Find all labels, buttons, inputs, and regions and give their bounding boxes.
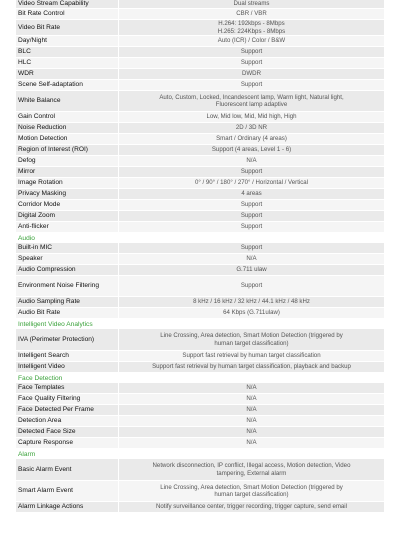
spec-label: Digital Zoom	[16, 211, 119, 221]
spec-value	[119, 405, 384, 415]
spec-row	[16, 0, 384, 9]
spec-row	[16, 351, 384, 362]
spec-value	[119, 123, 384, 133]
spec-row	[16, 47, 384, 58]
spec-value	[119, 20, 384, 35]
spec-value	[119, 416, 384, 426]
spec-label: Privacy Masking	[16, 189, 119, 199]
spec-value	[119, 69, 384, 79]
section-heading: Intelligent Video Analytics	[16, 319, 384, 329]
spec-value-line: Support	[240, 244, 263, 252]
spec-label: Image Rotation	[16, 178, 119, 188]
spec-row	[16, 329, 384, 351]
spec-value	[119, 156, 384, 166]
spec-label: Smart Alarm Event	[16, 481, 119, 501]
spec-row	[16, 69, 384, 80]
spec-row	[16, 211, 384, 222]
spec-label: Audio Compression	[16, 265, 119, 275]
spec-label: White Balance	[16, 91, 119, 111]
spec-label: Region of Interest (ROI)	[16, 145, 119, 155]
spec-row	[16, 91, 384, 112]
spec-label: Day/Night	[16, 36, 119, 46]
spec-label: WDR	[16, 69, 119, 79]
spec-value	[119, 0, 384, 8]
spec-row	[16, 222, 384, 233]
spec-value	[119, 222, 384, 232]
spec-row	[16, 405, 384, 416]
spec-label: Mirror	[16, 167, 119, 177]
spec-value-line: Fluorescent lamp adaptive	[215, 101, 288, 108]
spec-value-line: Support	[240, 201, 263, 209]
spec-value-line: 4 areas	[241, 190, 262, 198]
spec-value-line: Support	[240, 48, 263, 56]
spec-label: Detected Face Size	[16, 427, 119, 437]
spec-value-line: CBR / VBR	[236, 10, 267, 18]
spec-value-line: 8 kHz / 16 kHz / 32 kHz / 44.1 kHz / 48 kHz	[193, 298, 310, 306]
spec-value	[119, 178, 384, 188]
spec-label: Video Stream Capability	[16, 0, 119, 8]
spec-value	[119, 265, 384, 275]
spec-value	[119, 211, 384, 221]
spec-row	[16, 145, 384, 156]
spec-row	[16, 243, 384, 254]
spec-value	[119, 145, 384, 155]
spec-value-line: DWDR	[242, 70, 261, 78]
spec-label: BLC	[16, 47, 119, 57]
spec-label: IVA (Perimeter Protection)	[16, 329, 119, 350]
spec-label: Audio Bit Rate	[16, 308, 119, 318]
spec-row	[16, 112, 384, 123]
spec-value-line: G.711 ulaw	[236, 266, 267, 274]
spec-value-line: Support	[240, 223, 263, 231]
spec-value-line: Line Crossing, Area detection, Smart Motion Detection (triggered by	[160, 483, 343, 491]
spec-table	[16, 0, 384, 513]
spec-value-line: N/A	[246, 428, 257, 436]
spec-value	[119, 189, 384, 199]
spec-value-line: human target classification)	[214, 491, 289, 498]
spec-value-line: H.264: 192kbps - 8Mbps	[218, 20, 285, 28]
spec-label: Built-in MIC	[16, 243, 119, 253]
spec-value-line: N/A	[246, 255, 257, 263]
spec-label: Capture Response	[16, 438, 119, 448]
spec-label: Face Detected Per Frame	[16, 405, 119, 415]
spec-label: Audio Sampling Rate	[16, 297, 119, 307]
spec-row	[16, 36, 384, 47]
spec-value-line: Auto, Custom, Locked, Incandescent lamp, Warm light, Natural light,	[159, 93, 344, 101]
spec-label: Gain Control	[16, 112, 119, 122]
spec-value-line: 0° / 90° / 180° / 270° / Horizontal / Vertical	[194, 179, 309, 187]
spec-row	[16, 189, 384, 200]
spec-row	[16, 362, 384, 373]
spec-value-line: H.265: 224Kbps - 8Mbps	[217, 27, 286, 35]
spec-row	[16, 481, 384, 502]
spec-label: Motion Detection	[16, 134, 119, 144]
spec-value	[119, 308, 384, 318]
spec-value	[119, 254, 384, 264]
spec-value	[119, 297, 384, 307]
spec-row	[16, 308, 384, 319]
spec-value-line: Notify surveillance center, trigger recording, trigger capture, send email	[155, 503, 348, 511]
spec-value	[119, 243, 384, 253]
spec-value	[119, 383, 384, 393]
spec-value-line: 64 Kbps (G.711ulaw)	[223, 309, 280, 317]
spec-value-line: Support	[240, 59, 263, 67]
spec-value-line: Auto (ICR) / Color / B&W	[217, 37, 286, 45]
spec-value-line: Support fast retrieval by human target classification	[182, 352, 321, 360]
spec-row	[16, 58, 384, 69]
spec-row	[16, 438, 384, 449]
spec-row	[16, 502, 384, 513]
spec-value	[119, 276, 384, 296]
spec-row	[16, 459, 384, 481]
spec-value	[119, 112, 384, 122]
spec-value-line: Line Crossing, Area detection, Smart Motion Detection (triggered by	[160, 332, 343, 340]
spec-value-line: N/A	[246, 395, 257, 403]
spec-value	[119, 427, 384, 437]
spec-row	[16, 123, 384, 134]
section-heading: Alarm	[16, 449, 384, 459]
spec-value-line: Low, Mid low, Mid, Mid high, High	[206, 113, 297, 121]
spec-label: Bit Rate Control	[16, 9, 119, 19]
spec-value-line: Network disconnection, IP conflict, Illegal access, Motion detection, Video	[152, 462, 351, 470]
spec-label: Face Quality Filtering	[16, 394, 119, 404]
spec-row	[16, 178, 384, 189]
spec-row	[16, 265, 384, 276]
spec-value-line: N/A	[246, 406, 257, 414]
spec-label: Environment Noise Filtering	[16, 276, 119, 296]
spec-value-line: Support fast retrieval by human target classification, playback and backup	[152, 363, 351, 371]
spec-label: Video Bit Rate	[16, 20, 119, 35]
spec-row	[16, 383, 384, 394]
spec-value-line: N/A	[246, 157, 257, 165]
spec-row	[16, 156, 384, 167]
spec-value-line: Support (4 areas, Level 1 - 6)	[211, 146, 292, 154]
spec-row	[16, 297, 384, 308]
spec-label: Anti-flicker	[16, 222, 119, 232]
spec-value	[119, 47, 384, 57]
spec-row	[16, 200, 384, 211]
spec-value	[119, 362, 384, 372]
spec-row	[16, 276, 384, 297]
spec-row	[16, 427, 384, 438]
spec-label: Alarm Linkage Actions	[16, 502, 119, 512]
spec-value	[119, 351, 384, 361]
spec-value	[119, 200, 384, 210]
spec-row	[16, 167, 384, 178]
spec-label: Noise Reduction	[16, 123, 119, 133]
spec-row	[16, 416, 384, 427]
spec-value-line: Support	[240, 212, 263, 220]
spec-value-line: Smart / Ordinary (4 areas)	[216, 135, 287, 143]
spec-label: HLC	[16, 58, 119, 68]
spec-row	[16, 134, 384, 145]
spec-label: Intelligent Search	[16, 351, 119, 361]
spec-value	[119, 394, 384, 404]
spec-label: Scene Self-adaptation	[16, 80, 119, 90]
spec-value-line: tampering, External alarm	[216, 469, 287, 477]
spec-label: Corridor Mode	[16, 200, 119, 210]
spec-value	[119, 58, 384, 68]
spec-value	[119, 329, 384, 350]
spec-row	[16, 80, 384, 91]
spec-value	[119, 80, 384, 90]
spec-value-line: human target classification)	[214, 339, 289, 347]
spec-row	[16, 9, 384, 20]
spec-label: Speaker	[16, 254, 119, 264]
spec-value	[119, 481, 384, 501]
spec-value	[119, 91, 384, 111]
spec-value-line: N/A	[246, 384, 257, 392]
spec-label: Face Templates	[16, 383, 119, 393]
spec-value-line: Support	[240, 81, 263, 89]
section-heading: Audio	[16, 233, 384, 243]
spec-row	[16, 394, 384, 405]
section-heading: Face Detection	[16, 373, 384, 383]
spec-row	[16, 254, 384, 265]
spec-value	[119, 9, 384, 19]
spec-value-line: Support	[240, 168, 263, 176]
spec-label: Intelligent Video	[16, 362, 119, 372]
spec-value	[119, 167, 384, 177]
spec-value-line: Support	[240, 282, 263, 290]
spec-value-line: Dual streams	[233, 0, 270, 8]
spec-label: Detection Area	[16, 416, 119, 426]
spec-row	[16, 20, 384, 36]
spec-value-line: 2D / 3D NR	[235, 124, 268, 132]
spec-label: Basic Alarm Event	[16, 459, 119, 480]
spec-value	[119, 36, 384, 46]
spec-value	[119, 459, 384, 480]
spec-value	[119, 502, 384, 512]
spec-label: Defog	[16, 156, 119, 166]
spec-value-line: N/A	[246, 439, 257, 447]
spec-value-line: N/A	[246, 417, 257, 425]
spec-value	[119, 438, 384, 448]
spec-value	[119, 134, 384, 144]
